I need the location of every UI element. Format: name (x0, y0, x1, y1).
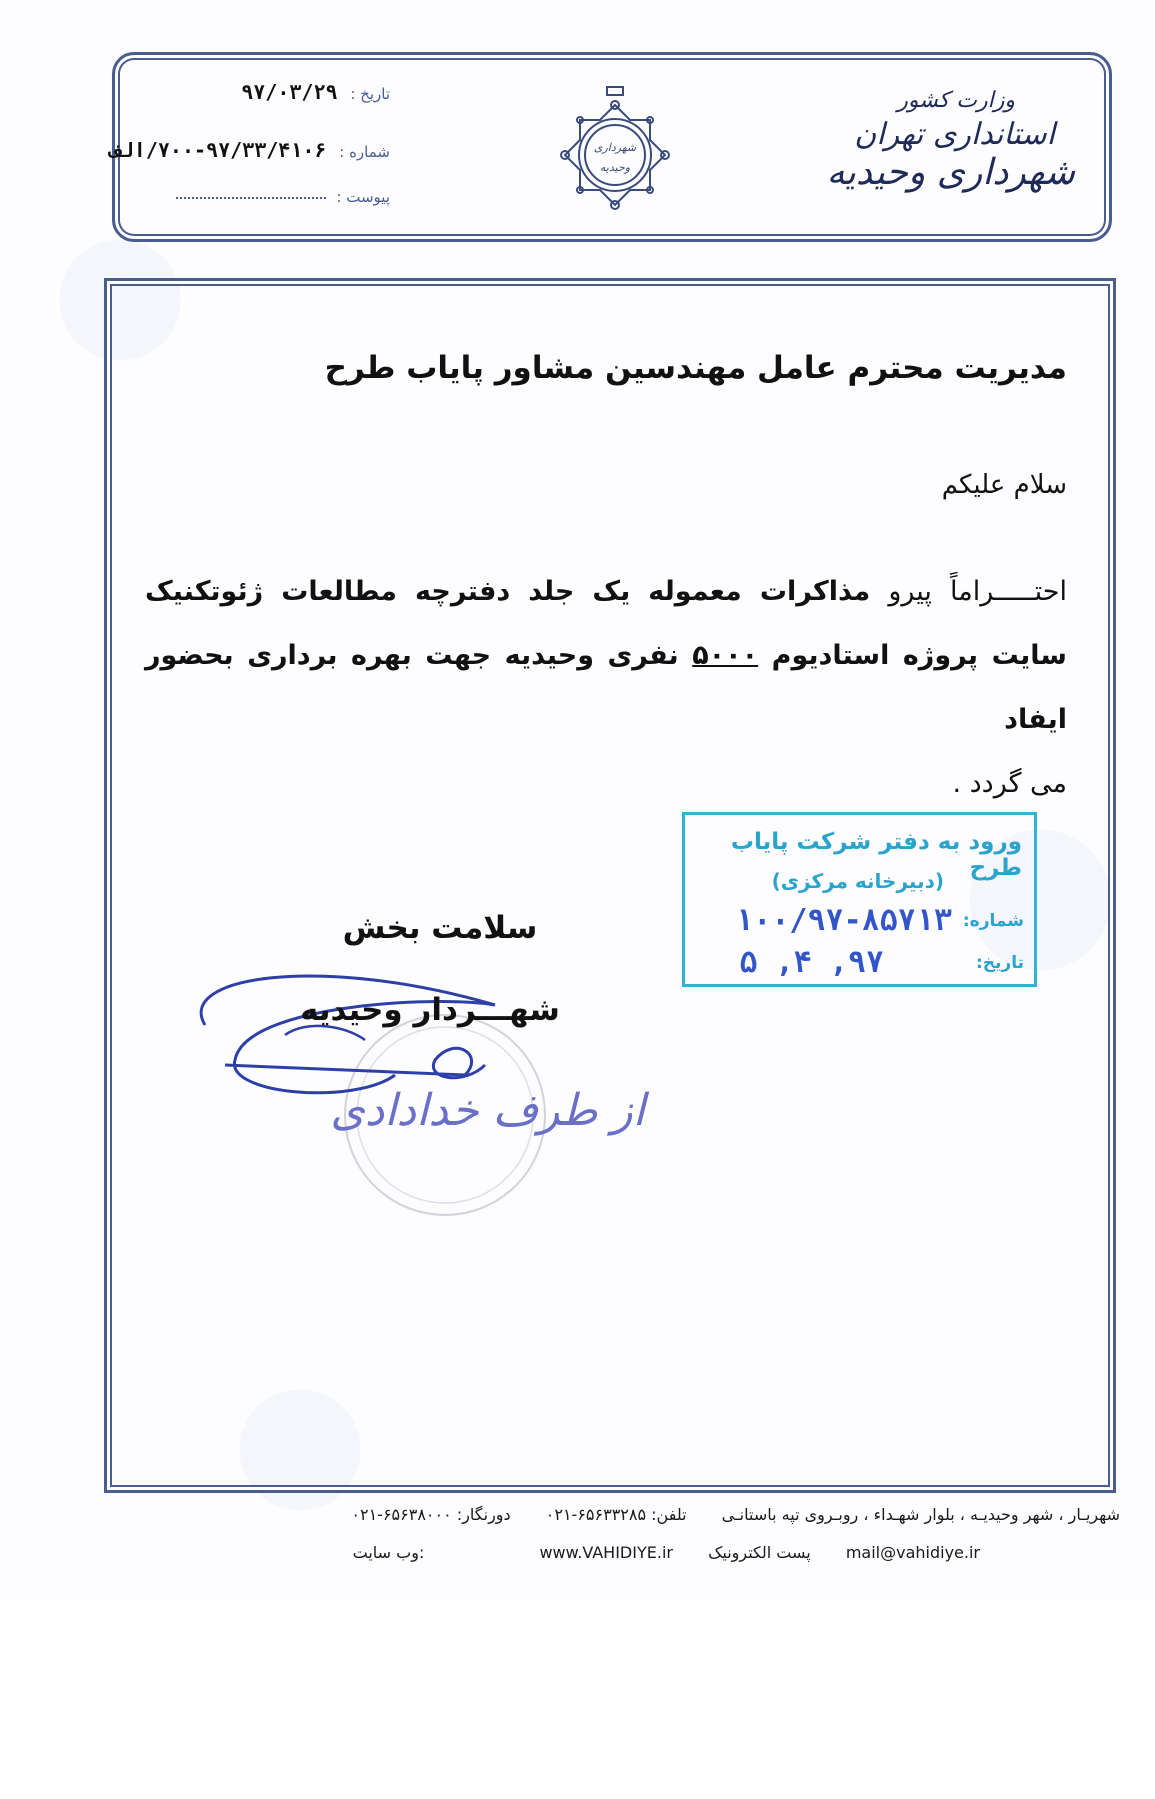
footer-web-row (323, 1543, 980, 1562)
governorate-line: استانداری تهران (854, 117, 1055, 152)
date-value: ۹۷/۰۳/۲۹ (241, 80, 338, 104)
para-intro: احتـــــراماً (950, 576, 1067, 607)
letter-body-paragraph (145, 560, 1067, 816)
stamp-date-value: ۹۷, ۴, ۵ (739, 945, 884, 980)
organization-name (827, 88, 1075, 193)
date-label: تاریخ : (350, 85, 390, 103)
emblem-text-2: وحیدیه (599, 161, 631, 174)
municipality-line: شهرداری وحیدیه (826, 152, 1075, 193)
footer-email: mail@vahidiye.ir (845, 1543, 980, 1562)
greeting: سلام علیکم (941, 470, 1067, 500)
attachment-dotted-line (176, 197, 326, 199)
footer-contact-row (321, 1505, 1120, 1524)
attachment-label: پیوست : (336, 188, 390, 206)
stamp-title: ورود به دفتر شرکت پایاب طرح (730, 829, 1022, 881)
date-row (241, 80, 390, 104)
ministry-line: وزارت کشور (897, 88, 1015, 113)
footer-address: شهریـار ، شهر وحیدیـه ، بلوار شهـداء ، روبـروی تپه باستانـی (721, 1505, 1120, 1524)
emblem-text-1: شهرداری (593, 141, 637, 154)
number-label: شماره : (339, 143, 390, 161)
received-stamp (682, 812, 1037, 987)
stamp-subtitle: (دبیرخانه مرکزی) (771, 869, 944, 893)
stamp-date-label: تاریخ: (976, 953, 1024, 973)
stadium-capacity: ۵۰۰۰ (692, 640, 759, 671)
municipality-emblem-icon (545, 75, 685, 225)
footer-fax: دورنگار: ۶۵۶۳۸۰۰۰-۰۲۱ (351, 1505, 511, 1524)
footer-email-label: پست الکترونیک (708, 1543, 811, 1562)
addressee: مدیریت محترم عامل مهندسین مشاور پایاب طرح (324, 350, 1067, 386)
stamp-number-label: شماره: (962, 911, 1024, 931)
para-part-3: نفری وحیدیه جهت بهره برداری بحضور ایفاد (145, 640, 1067, 735)
stamp-number-value: ۱۰۰/۹۷-۸۵۷۱۳ (735, 903, 952, 938)
attachment-row (176, 188, 390, 206)
para-part-1: پیرو (888, 576, 932, 607)
signer-title: شهـــردار وحیدیه (300, 992, 560, 1028)
footer-phone: تلفن: ۶۵۶۳۳۲۸۵-۰۲۱ (545, 1505, 687, 1524)
signer-name: سلامت بخش (342, 910, 538, 946)
para-part-4: می گردد . (952, 768, 1067, 799)
on-behalf-signature: از طرف خدادادی (330, 1085, 645, 1136)
footer-website: www.VAHIDIYE.ir (539, 1543, 673, 1562)
para-part-2: مذاکرات معموله یک جلد دفترچه مطالعات ژئوتکنیک سایت پروژه استادیوم (145, 576, 1067, 671)
number-value: ۹۷/۳۳/۴۱۰۶-۷۰۰/الف (109, 138, 327, 162)
footer-website-label: :وب سایت (352, 1543, 425, 1562)
number-row (110, 138, 390, 162)
